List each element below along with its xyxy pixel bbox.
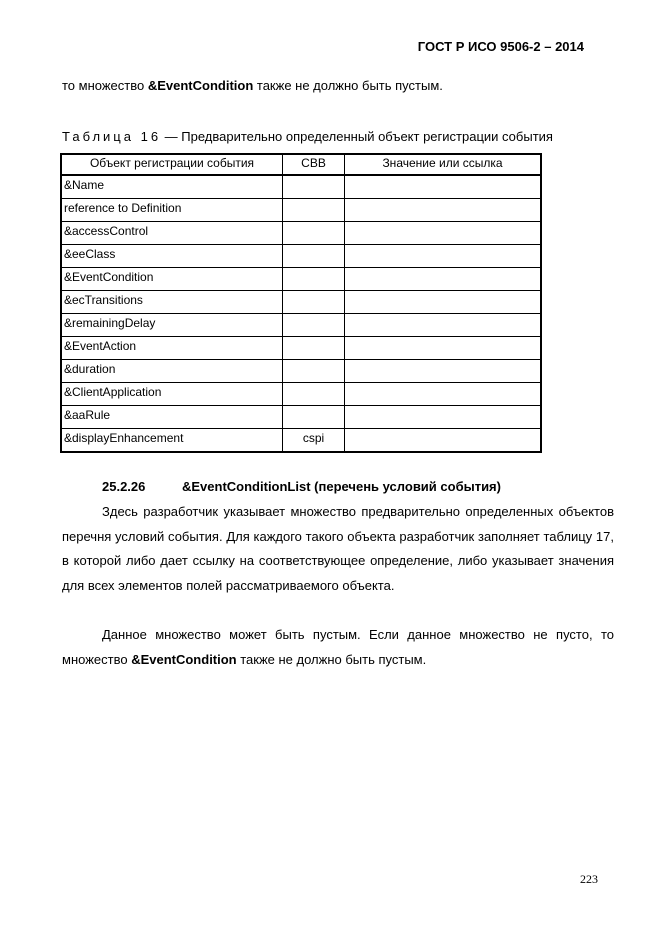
table-header-row (61, 154, 541, 175)
cell-object: &ecTransitions (61, 291, 283, 314)
table-caption-text: Предварительно определенный объект регистрации события (181, 129, 553, 144)
table-row (61, 429, 541, 453)
cell-object: reference to Definition (61, 199, 283, 222)
paragraph2-suffix: также не должно быть пустым. (236, 651, 427, 667)
cell-value (345, 360, 542, 383)
cell-svv (283, 268, 345, 291)
cell-value (345, 337, 542, 360)
column-header-value: Значение или ссылка (345, 154, 542, 175)
table-caption-dash: — (161, 129, 182, 144)
cell-svv: cspi (283, 429, 345, 453)
cell-svv (283, 314, 345, 337)
cell-svv (283, 175, 345, 199)
table-row (61, 360, 541, 383)
table-row (61, 245, 541, 268)
column-header-object: Объект регистрации события (61, 154, 283, 175)
table-row (61, 314, 541, 337)
table-row (61, 383, 541, 406)
body-paragraph-2 (62, 623, 614, 672)
table-body (61, 175, 541, 452)
cell-value (345, 268, 542, 291)
document-header: ГОСТ Р ИСО 9506-2 – 2014 (417, 39, 584, 54)
cell-svv (283, 406, 345, 429)
cell-value (345, 199, 542, 222)
table-row (61, 268, 541, 291)
paragraph2-prefix: Данное множество может быть пустым. Если данное множество не пусто, то множество (62, 627, 614, 667)
cell-value (345, 175, 542, 199)
cell-value (345, 222, 542, 245)
cell-svv (283, 383, 345, 406)
table-caption (62, 129, 553, 144)
table-row (61, 337, 541, 360)
cell-value (345, 291, 542, 314)
section-title: &EventConditionList (перечень условий события) (182, 479, 501, 494)
table-row (61, 222, 541, 245)
cell-svv (283, 245, 345, 268)
page-number: 223 (580, 872, 598, 886)
event-registration-table (60, 153, 542, 453)
intro-prefix: то множество (62, 78, 148, 93)
cell-object: &Name (61, 175, 283, 199)
table-row (61, 175, 541, 199)
intro-paragraph (62, 78, 443, 94)
cell-svv (283, 199, 345, 222)
paragraph2-term: &EventCondition (131, 651, 237, 667)
table-caption-label: Таблица 16 (62, 129, 162, 144)
cell-object: &accessControl (61, 222, 283, 245)
cell-object: &EventAction (61, 337, 283, 360)
cell-object: &displayEnhancement (61, 429, 283, 453)
cell-value (345, 314, 542, 337)
intro-term: &EventCondition (147, 78, 254, 93)
cell-object: &remainingDelay (61, 314, 283, 337)
cell-svv (283, 337, 345, 360)
cell-value (345, 406, 542, 429)
cell-svv (283, 360, 345, 383)
section-heading (102, 479, 501, 494)
column-header-svv: СВВ (283, 154, 345, 175)
cell-svv (283, 291, 345, 314)
cell-value (345, 383, 542, 406)
cell-object: &eeClass (61, 245, 283, 268)
cell-object: &duration (61, 360, 283, 383)
table-row (61, 199, 541, 222)
body-paragraph-1: Здесь разработчик указывает множество предварительно определенных объектов перечня условий события. Для каждого такого объекта разработчик заполняет таблицу 17, в которой либо дает ссылку на соответствующее определение, либо указывает значения для всех элементов полей рассматриваемого объекта. (62, 504, 614, 593)
table-row (61, 406, 541, 429)
intro-suffix: также не должно быть пустым. (253, 78, 443, 93)
cell-object: &aaRule (61, 406, 283, 429)
cell-value (345, 429, 542, 453)
cell-object: &ClientApplication (61, 383, 283, 406)
cell-svv (283, 222, 345, 245)
cell-object: &EventCondition (61, 268, 283, 291)
cell-value (345, 245, 542, 268)
table-row (61, 291, 541, 314)
section-number: 25.2.26 (102, 479, 146, 494)
